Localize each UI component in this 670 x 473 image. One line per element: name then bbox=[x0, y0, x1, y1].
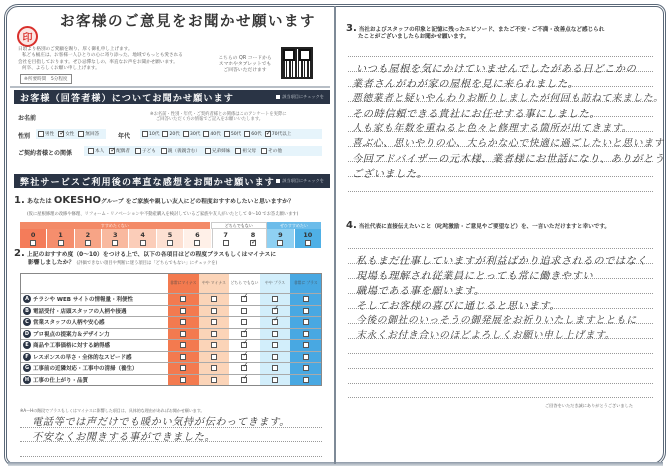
writing-line bbox=[348, 353, 653, 354]
rating-cell[interactable] bbox=[229, 363, 260, 374]
relation-option-child[interactable] bbox=[135, 148, 156, 154]
checkbox[interactable] bbox=[112, 240, 118, 246]
question-number: 2. bbox=[14, 248, 25, 259]
q2-footnote: ※A〜Hの階段でプラスもしくはマイナスに影響した項目は、具体的な理由があればお聞かせ願います。 bbox=[20, 408, 205, 413]
scale-value: 9 bbox=[278, 231, 283, 239]
scale-value: 2 bbox=[85, 231, 91, 239]
q3-handwritten-line[interactable]: 喜ぶ心、思いやりの心、大らかな心で快適に過ごしたいと思います bbox=[352, 138, 664, 149]
checkbox[interactable] bbox=[211, 308, 217, 314]
scale-option-2[interactable] bbox=[75, 229, 102, 248]
q3-handwritten-line[interactable]: いつも屋根を気にかけていませんでしたがある日どこかの bbox=[356, 64, 637, 75]
recommend-scale bbox=[20, 222, 322, 248]
rating-cell[interactable] bbox=[168, 375, 199, 386]
checkbox[interactable] bbox=[203, 131, 209, 137]
check-note-label: 該当項目にチェックを bbox=[282, 94, 324, 99]
brand-name: OKESHO bbox=[53, 195, 101, 206]
section-respondent-header bbox=[14, 90, 330, 104]
intro-text bbox=[18, 47, 218, 72]
item-label bbox=[21, 340, 168, 351]
rating-cell[interactable] bbox=[168, 363, 199, 374]
item-text: チラシや WEB サイトの情報量・利便性 bbox=[33, 297, 133, 304]
checkbox-checked[interactable] bbox=[250, 240, 256, 246]
relation-option-spouse[interactable] bbox=[109, 148, 130, 154]
age-option-20s[interactable] bbox=[162, 131, 179, 137]
option-label: 20代 bbox=[169, 132, 180, 137]
q3-handwritten-line[interactable]: 人も家も年数を重ねると色々と修理する箇所が出てきます。 bbox=[352, 123, 632, 134]
table-row bbox=[21, 339, 321, 351]
checkbox[interactable] bbox=[244, 131, 250, 137]
column-slightly-positive: やや プラス bbox=[260, 274, 291, 293]
item-label bbox=[21, 317, 168, 328]
checkbox[interactable] bbox=[211, 365, 217, 371]
rating-cell[interactable] bbox=[229, 294, 260, 305]
writing-line bbox=[348, 397, 653, 398]
option-label: 配偶者 bbox=[116, 149, 130, 154]
scale-group-header bbox=[20, 222, 322, 229]
checkbox[interactable] bbox=[162, 131, 168, 137]
column-very-negative: 非常にマイナス bbox=[168, 274, 199, 293]
item-text: レスポンスの早さ・全体的なスピード感 bbox=[33, 354, 132, 361]
letter-badge-icon: G bbox=[24, 365, 30, 372]
check-note bbox=[276, 178, 324, 184]
q3-title bbox=[346, 25, 604, 41]
table-row bbox=[21, 328, 321, 340]
checkbox[interactable] bbox=[180, 308, 186, 314]
header-divider bbox=[10, 86, 330, 88]
checkbox[interactable] bbox=[180, 319, 186, 325]
q3-handwritten-line[interactable]: その時信頼できる貴社にお任せする事にしました。 bbox=[352, 109, 601, 120]
thank-you-note: ご回答をいただき誠にありがとうございました bbox=[545, 403, 633, 408]
age-option-50s[interactable] bbox=[224, 131, 241, 137]
rating-cell[interactable] bbox=[260, 375, 291, 386]
age-option-10s[interactable] bbox=[142, 131, 159, 137]
intro-line: 私ども桶庄は、お客様一人ひとりの心に寄り添った、地域でもっとも愛される bbox=[22, 53, 183, 59]
scale-value: 6 bbox=[195, 231, 200, 239]
item-label bbox=[21, 375, 168, 386]
q3-title-line: 当社およびスタッフの印象と記憶に残ったエピソード、またご不安・ご不満・改善点など感じられ bbox=[358, 27, 605, 33]
item-text: 工事前の近隣対応・工事中の清掃（養生） bbox=[33, 366, 138, 373]
checkbox[interactable] bbox=[223, 240, 229, 246]
age-options bbox=[142, 131, 291, 137]
checkbox[interactable] bbox=[305, 240, 311, 246]
letter-badge-icon: H bbox=[24, 376, 30, 383]
checkbox[interactable] bbox=[272, 354, 278, 360]
question-number: 1. bbox=[14, 195, 25, 206]
section-title: お客様（回答者様）についてお聞かせ願います bbox=[20, 93, 235, 104]
q3-handwritten-line[interactable]: 業者さんがわが家の屋根を見に来られました。 bbox=[352, 79, 579, 90]
q3-handwritten-line[interactable]: 今回アドバイザーの元木様、業者様にお世話になり、ありがとう bbox=[352, 154, 665, 165]
relation-label: ご契約者様との関係 bbox=[18, 150, 73, 157]
option-label: 女性 bbox=[65, 132, 75, 137]
intro-line: 何卒、よろしくお願い申し上げます。 bbox=[22, 65, 100, 71]
checkbox-checked[interactable] bbox=[241, 331, 247, 337]
writing-line bbox=[348, 56, 653, 57]
checkbox[interactable] bbox=[211, 296, 217, 302]
rating-cell[interactable] bbox=[168, 340, 199, 351]
rating-cell[interactable] bbox=[168, 329, 199, 340]
q4-title-text: 当社代表に直接伝えたいこと（叱咤激励・ご意見やご要望など）を、一言いただけますと幸いです。 bbox=[358, 224, 610, 230]
writing-line bbox=[20, 456, 322, 457]
option-label: 男性 bbox=[45, 132, 55, 137]
item-text: プロ視点の提案力＆デザイン力 bbox=[33, 331, 110, 338]
q2-title-line: 上記のおすすめ度（0〜10）をつける上で、以下の各項目はどの程度プラスもしくはマイナスに bbox=[26, 252, 277, 258]
checkbox[interactable] bbox=[272, 342, 278, 348]
scale-option-9[interactable] bbox=[267, 229, 294, 248]
qr-code-icon[interactable] bbox=[281, 47, 313, 79]
option-label: 30代 bbox=[189, 132, 201, 137]
company-stamp-icon: 印 bbox=[17, 26, 38, 47]
name-note-line: ご回答いただく方の情報でご記入をお願いいたします。 bbox=[156, 117, 264, 122]
q4-handwritten-line[interactable]: 職場である事を願います。 bbox=[356, 286, 485, 297]
checkbox[interactable] bbox=[303, 354, 309, 360]
q2-title bbox=[14, 250, 276, 268]
qr-instructions bbox=[214, 56, 276, 74]
checkbox[interactable] bbox=[241, 319, 247, 325]
age-option-40s[interactable] bbox=[203, 131, 220, 137]
checkbox[interactable] bbox=[272, 377, 278, 383]
section-title: 弊社サービスご利用後の率直な感想をお聞かせ願います bbox=[20, 177, 276, 188]
checkbox-checked[interactable] bbox=[109, 148, 115, 154]
rating-cell[interactable] bbox=[168, 317, 199, 328]
scale-value: 0 bbox=[30, 231, 36, 239]
option-label: 祖父母 bbox=[242, 149, 257, 154]
rating-cell[interactable] bbox=[290, 329, 321, 340]
item-label bbox=[21, 352, 168, 363]
checkbox[interactable] bbox=[180, 342, 186, 348]
checkbox[interactable] bbox=[180, 354, 186, 360]
rating-cell[interactable] bbox=[199, 340, 230, 351]
qr-text-line: ご回答いただけます bbox=[223, 68, 267, 73]
gender-option-female[interactable] bbox=[58, 131, 74, 137]
checkbox-checked[interactable] bbox=[241, 354, 247, 360]
check-note-label: 該当項目にチェックを bbox=[282, 178, 324, 183]
letter-badge-icon: E bbox=[23, 341, 31, 349]
checkbox[interactable] bbox=[142, 131, 148, 137]
gender-option-male[interactable] bbox=[38, 131, 54, 137]
checkbox[interactable] bbox=[303, 308, 309, 314]
option-label: 10代 bbox=[149, 132, 160, 137]
table-row bbox=[21, 351, 321, 363]
page-title: お客様のご意見をお聞かせ願います bbox=[60, 14, 316, 30]
checkbox[interactable] bbox=[303, 319, 309, 325]
rating-cell[interactable] bbox=[199, 352, 230, 363]
checkbox-icon bbox=[276, 179, 280, 183]
checkbox[interactable] bbox=[224, 131, 230, 137]
rating-cell[interactable] bbox=[290, 363, 321, 374]
rating-cell[interactable] bbox=[290, 294, 321, 305]
scale-cells bbox=[20, 229, 322, 248]
rating-cell[interactable] bbox=[290, 352, 321, 363]
q4-handwritten-line[interactable]: 私もまだ仕事していますが利益ばかり追求されるのではなく bbox=[356, 256, 648, 267]
q1-title bbox=[14, 195, 294, 206]
checkbox[interactable] bbox=[88, 148, 94, 154]
q1-text-pre: あなたは bbox=[26, 198, 52, 205]
age-option-70plus[interactable] bbox=[265, 131, 292, 137]
checkbox[interactable] bbox=[303, 296, 309, 302]
option-label: 子ども bbox=[142, 149, 156, 154]
checkbox[interactable] bbox=[272, 296, 278, 302]
checkbox[interactable] bbox=[303, 377, 309, 383]
item-text: 電話受付・店頭スタッフの人柄や接遇 bbox=[33, 308, 127, 315]
rating-cell[interactable] bbox=[199, 306, 230, 317]
checkbox[interactable] bbox=[211, 377, 217, 383]
checkbox[interactable] bbox=[211, 319, 217, 325]
column-very-positive: 非常に プラス bbox=[290, 274, 321, 293]
scale-option-8[interactable] bbox=[240, 229, 267, 248]
scale-option-10[interactable] bbox=[295, 229, 322, 248]
item-text: 商品や工事価格に対する納得感 bbox=[33, 343, 111, 350]
q2-handwritten-line[interactable]: 不安なくお聞きする事ができました。 bbox=[32, 432, 216, 443]
relation-options bbox=[88, 148, 282, 154]
checkbox[interactable] bbox=[167, 240, 173, 246]
rating-cell[interactable] bbox=[199, 363, 230, 374]
scale-option-5[interactable] bbox=[157, 229, 184, 248]
table-row bbox=[21, 293, 321, 305]
checkbox[interactable] bbox=[78, 131, 84, 137]
writing-line bbox=[348, 191, 653, 192]
q2-handwritten-line[interactable]: 電話等では声だけでも暖かい気持が伝わってきます。 bbox=[32, 417, 290, 428]
q4-handwritten-line[interactable]: そしてお客様の喜びに通じると思います。 bbox=[356, 301, 561, 312]
scale-option-3[interactable] bbox=[102, 229, 129, 248]
age-label: 年代 bbox=[118, 133, 131, 140]
q2-subtitle: (評価できない項目や判断に迷う項目は「どちらでもない」にチェックを) bbox=[76, 261, 218, 266]
rating-cell[interactable] bbox=[260, 329, 291, 340]
rating-cell[interactable] bbox=[168, 306, 199, 317]
checkbox-checked[interactable] bbox=[272, 308, 278, 314]
table-row bbox=[21, 316, 321, 328]
relation-option-self[interactable] bbox=[88, 148, 104, 154]
letter-badge-icon: C bbox=[23, 318, 31, 326]
scale-option-6[interactable] bbox=[184, 229, 211, 248]
rating-cell[interactable] bbox=[168, 294, 199, 305]
option-label: 60代 bbox=[251, 132, 262, 137]
q3-title-line: たことがございましたらお聞かせ願います。 bbox=[358, 34, 470, 40]
rating-cell[interactable] bbox=[229, 340, 260, 351]
letter-badge-icon: F bbox=[23, 353, 31, 361]
checkbox-checked[interactable] bbox=[241, 296, 247, 302]
q1-text-post: グループ をご家族や親しい友人にどの程度おすすめしたいと思いますか？ bbox=[100, 199, 294, 205]
scale-value: 7 bbox=[223, 231, 228, 239]
column-slightly-negative: やや マイナス bbox=[199, 274, 230, 293]
group-neutral: どちらでもない bbox=[211, 222, 267, 229]
checkbox[interactable] bbox=[303, 331, 309, 337]
q4-title bbox=[346, 222, 610, 231]
writing-line bbox=[348, 383, 653, 384]
scale-value: 3 bbox=[112, 231, 118, 239]
gender-options bbox=[38, 131, 99, 137]
checkbox[interactable] bbox=[194, 240, 200, 246]
checkbox[interactable] bbox=[261, 148, 267, 154]
name-label: お名前 bbox=[18, 115, 37, 122]
checkbox-checked[interactable] bbox=[241, 377, 247, 383]
table-row bbox=[21, 362, 321, 374]
checkbox[interactable] bbox=[272, 365, 278, 371]
checkbox-checked[interactable] bbox=[272, 319, 278, 325]
check-note bbox=[276, 94, 324, 100]
checkbox[interactable] bbox=[272, 331, 278, 337]
option-label: 親（義親含む） bbox=[167, 149, 200, 154]
checkbox[interactable] bbox=[183, 131, 189, 137]
name-note bbox=[150, 112, 310, 122]
rating-cell[interactable] bbox=[260, 363, 291, 374]
relation-option-sibling[interactable] bbox=[205, 148, 230, 154]
relation-option-parent[interactable] bbox=[161, 148, 200, 154]
age-option-30s[interactable] bbox=[183, 131, 200, 137]
option-label: 兄弟姉妹 bbox=[211, 149, 231, 154]
qr-text-line: こちらの QR コードから bbox=[218, 56, 272, 61]
q3-handwritten-line[interactable]: ございました。 bbox=[352, 169, 428, 180]
scale-option-4[interactable] bbox=[129, 229, 156, 248]
q4-handwritten-line[interactable]: 今後の御社のいっそうの御発展をお祈りいたしますとともに bbox=[356, 315, 637, 326]
section-feedback-header bbox=[14, 174, 330, 188]
relation-option-other[interactable] bbox=[261, 148, 282, 154]
option-label: その他 bbox=[268, 149, 282, 154]
table-header-row bbox=[21, 274, 321, 293]
rating-cell[interactable] bbox=[168, 352, 199, 363]
header-item-blank bbox=[21, 274, 168, 293]
option-label: 50代 bbox=[230, 132, 242, 137]
q4-handwritten-line[interactable]: 現場も理解され従業員にとっても常に働きやすい bbox=[356, 271, 594, 282]
checkbox[interactable] bbox=[205, 148, 211, 154]
item-label bbox=[21, 306, 168, 317]
checkbox[interactable] bbox=[211, 354, 217, 360]
checkbox[interactable] bbox=[211, 342, 217, 348]
option-label: 40代 bbox=[210, 132, 221, 137]
checkbox[interactable] bbox=[180, 365, 186, 371]
rating-cell[interactable] bbox=[229, 306, 260, 317]
checkbox[interactable] bbox=[211, 331, 217, 337]
checkbox[interactable] bbox=[161, 148, 167, 154]
q2-title-line: 影響しましたか？ bbox=[28, 260, 75, 266]
checkbox[interactable] bbox=[180, 377, 186, 383]
item-label bbox=[21, 329, 168, 340]
option-label: 無回答 bbox=[85, 132, 100, 137]
intro-line: 会社を目指しております。ぜひ忌憚なしの、率直なお声をお聞かせ願います。 bbox=[18, 59, 178, 65]
item-text: 工事の仕上がり・品質 bbox=[33, 377, 89, 384]
rating-cell[interactable] bbox=[229, 317, 260, 328]
rating-cell[interactable] bbox=[199, 317, 230, 328]
q3-handwritten-line[interactable]: 悪徳業者と疑いやんわりお断りしましたが何回も訪ねて来ました。 bbox=[352, 93, 664, 104]
item-label bbox=[21, 294, 168, 305]
letter-badge-icon: B bbox=[23, 307, 31, 315]
table-row bbox=[21, 374, 321, 386]
checkbox[interactable] bbox=[38, 131, 44, 137]
group-recommend: ぜひすすめたい bbox=[267, 222, 322, 229]
writing-line bbox=[348, 248, 653, 249]
rating-cell[interactable] bbox=[199, 294, 230, 305]
letter-badge-icon: D bbox=[24, 330, 30, 337]
checkbox[interactable] bbox=[85, 240, 91, 246]
checkbox[interactable] bbox=[277, 240, 283, 246]
checkbox[interactable] bbox=[180, 331, 186, 337]
writing-line bbox=[348, 368, 653, 369]
checkbox[interactable] bbox=[180, 296, 186, 302]
checkbox[interactable] bbox=[135, 148, 141, 154]
scale-value: 4 bbox=[140, 231, 145, 239]
rating-cell[interactable] bbox=[229, 375, 260, 386]
scale-value: 8 bbox=[250, 231, 256, 239]
option-label: 本人 bbox=[95, 149, 105, 154]
q4-handwritten-line[interactable]: 末永くお付き合いのほどよろしくお願い申し上げます。 bbox=[356, 330, 616, 341]
checkbox-icon bbox=[276, 95, 280, 99]
checkbox[interactable] bbox=[235, 148, 241, 154]
checkbox[interactable] bbox=[303, 342, 309, 348]
rating-cell[interactable] bbox=[290, 340, 321, 351]
checkbox[interactable] bbox=[30, 240, 36, 246]
question-number: 4. bbox=[346, 220, 357, 231]
intro-line: 日頃より格別のご愛顧を賜り、厚く御礼申し上げます。 bbox=[18, 47, 133, 52]
checkbox[interactable] bbox=[140, 240, 146, 246]
checkbox[interactable] bbox=[241, 308, 247, 314]
gender-option-no-answer[interactable] bbox=[78, 131, 99, 137]
scale-value: 10 bbox=[303, 231, 313, 239]
item-label bbox=[21, 363, 168, 374]
rating-cell[interactable] bbox=[260, 340, 291, 351]
question-number: 3. bbox=[346, 23, 357, 34]
checkbox-checked[interactable] bbox=[265, 131, 271, 137]
page-divider bbox=[334, 6, 336, 464]
item-text: 営業スタッフの人柄や安心感 bbox=[33, 320, 105, 327]
q1-subtitle: (仮に屋根修理の改修や修理、リフォーム・リノベーションや不動産購入を検討しているご家族や友人がいたとして 0〜10 でお答え願います) bbox=[27, 212, 299, 217]
scale-option-1[interactable] bbox=[47, 229, 74, 248]
rating-cell[interactable] bbox=[199, 375, 230, 386]
rating-cell[interactable] bbox=[290, 317, 321, 328]
scale-option-7[interactable] bbox=[212, 229, 240, 248]
time-required-box: ※所要時間 5分程度 bbox=[20, 74, 72, 84]
age-option-60s[interactable] bbox=[244, 131, 261, 137]
checkbox[interactable] bbox=[303, 365, 309, 371]
checkbox-checked[interactable] bbox=[241, 342, 247, 348]
impact-table bbox=[20, 273, 322, 386]
rating-cell[interactable] bbox=[260, 352, 291, 363]
scale-option-0[interactable] bbox=[20, 229, 47, 248]
option-label: 70代以上 bbox=[271, 132, 292, 137]
rating-cell[interactable] bbox=[290, 375, 321, 386]
rating-cell[interactable] bbox=[260, 317, 291, 328]
scale-value: 5 bbox=[167, 231, 173, 239]
rating-cell[interactable] bbox=[260, 294, 291, 305]
group-not-recommend: すすめたくない bbox=[20, 222, 211, 229]
column-neutral: どちら でもない bbox=[229, 274, 260, 293]
checkbox-checked[interactable] bbox=[241, 365, 247, 371]
checkbox-checked[interactable] bbox=[58, 131, 64, 137]
name-note-line: ※お名前・性別・年代・ご契約者様との関係はこのアンケートを実際に bbox=[150, 112, 287, 117]
qr-text-line: スマホやタブレットでも bbox=[218, 62, 272, 67]
rating-cell[interactable] bbox=[290, 306, 321, 317]
checkbox[interactable] bbox=[58, 240, 64, 246]
gender-label: 性別 bbox=[18, 133, 31, 140]
scale-value: 1 bbox=[58, 231, 63, 239]
rating-cell[interactable] bbox=[199, 329, 230, 340]
letter-badge-icon: A bbox=[23, 295, 31, 303]
relation-option-grandparent[interactable] bbox=[235, 148, 256, 154]
